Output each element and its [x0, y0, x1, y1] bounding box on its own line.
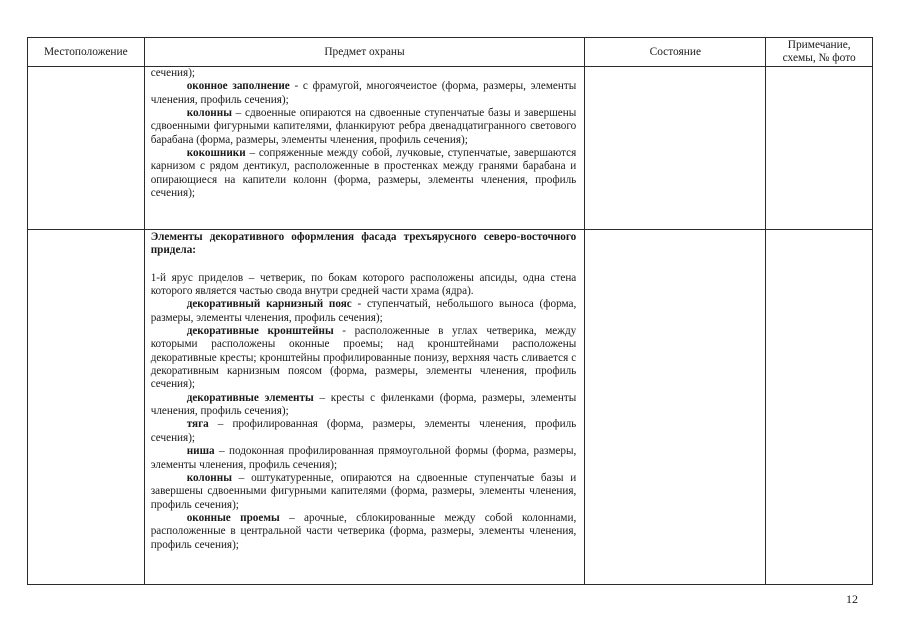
subject-cell: [144, 67, 585, 230]
header-condition: Состояние: [585, 38, 766, 67]
term-description: – оштукатуренные, опираются на сдвоенные ступенчатые базы и завершены сдвоенными фигурными капителями (форма, размеры, элементы членения, профиль сечения);: [150, 471, 577, 511]
header-note-line1: Примечание,: [787, 39, 851, 51]
term: тяга: [186, 418, 209, 431]
term: декоративные элементы: [186, 391, 314, 404]
term-description: – кресты с филенками (форма, размеры, элементы членения, профиль сечения);: [150, 391, 577, 418]
term-description: - с фрамугой, многоячеистое (форма, размеры, элементы членения, профиль сечения);: [150, 80, 577, 106]
list-item: [151, 80, 577, 107]
list-item: [151, 472, 577, 512]
location-cell: [28, 67, 145, 230]
protection-table: [27, 37, 873, 585]
term: декоративный карнизный пояс: [186, 298, 352, 311]
list-item: [151, 325, 577, 392]
condition-cell: [585, 67, 766, 230]
text-fragment: сечения);: [150, 67, 196, 79]
header-subject: Предмет охраны: [144, 38, 585, 67]
list-item: [151, 392, 577, 419]
term: ниша: [186, 445, 215, 458]
table-header-row: [28, 38, 873, 67]
table-row: [28, 230, 873, 585]
page-number: 12: [846, 592, 858, 606]
intro-paragraph: 1-й ярус приделов – четверик, по бокам которого расположены апсиды, одна стена которого является частью свода внутри средней части храма (ядра).: [150, 271, 577, 298]
header-note-line2: схемы, № фото: [782, 52, 856, 64]
term-description: – сдвоенные опираются на сдвоенные ступенчатые базы и завершены сдвоенными фигурными капителями, фланкируют ребра двенадцатигранного светового барабана (форма, размеры, элементы членения, профиль сечения);: [150, 107, 577, 146]
list-item: [151, 418, 577, 445]
list-item: [151, 512, 577, 552]
section-heading: Элементы декоративного оформления фасада трехъярусного северо-восточного придела:: [150, 231, 577, 257]
list-item: [151, 147, 577, 200]
subject-cell: [144, 230, 585, 585]
term: декоративные кронштейны: [186, 325, 334, 338]
term-description: – арочные, сблокированные между собой колоннами, расположенные в центральной части четверика (форма, размеры, элементы членения, профиль сечения);: [150, 511, 577, 551]
list-item: [151, 445, 577, 472]
term: кокошники: [186, 147, 246, 160]
term-description: - расположенные в углах четверика, между которыми расположены оконные проемы; над кронштейнами расположены декоративные кресты; кронштейны профилированные понизу, верхняя часть сливается с декоративным карнизным поясом (форма, размеры, элементы членения, профиль сечения);: [150, 325, 577, 391]
table-row: [28, 67, 873, 230]
condition-cell: [585, 230, 766, 585]
term-description: – сопряженные между собой, лучковые, ступенчатые, завершаются карнизом с рядом дентикул, расположенные в простенках между гранями барабана и опирающиеся на капители колонн (форма, размеры, элементы членения, профиль сечения);: [150, 147, 577, 200]
term-description: - ступенчатый, небольшого выноса (форма, размеры, элементы членения, профиль сечения);: [150, 298, 577, 324]
term: колонны: [186, 471, 232, 484]
location-cell: [28, 230, 145, 585]
term: колонны: [186, 107, 232, 120]
term: оконное заполнение: [186, 80, 290, 93]
header-note: [766, 38, 873, 67]
term-description: – профилированная (форма, размеры, элементы членения, профиль сечения);: [150, 418, 577, 444]
list-item: [151, 107, 577, 147]
note-cell: [766, 230, 873, 585]
note-cell: [766, 67, 873, 230]
term-description: – подоконная профилированная прямоугольной формы (форма, размеры, элементы членения, профиль сечения);: [150, 445, 577, 471]
list-item: [151, 298, 577, 325]
term: оконные проемы: [186, 511, 280, 524]
header-location: Местоположение: [28, 38, 145, 67]
